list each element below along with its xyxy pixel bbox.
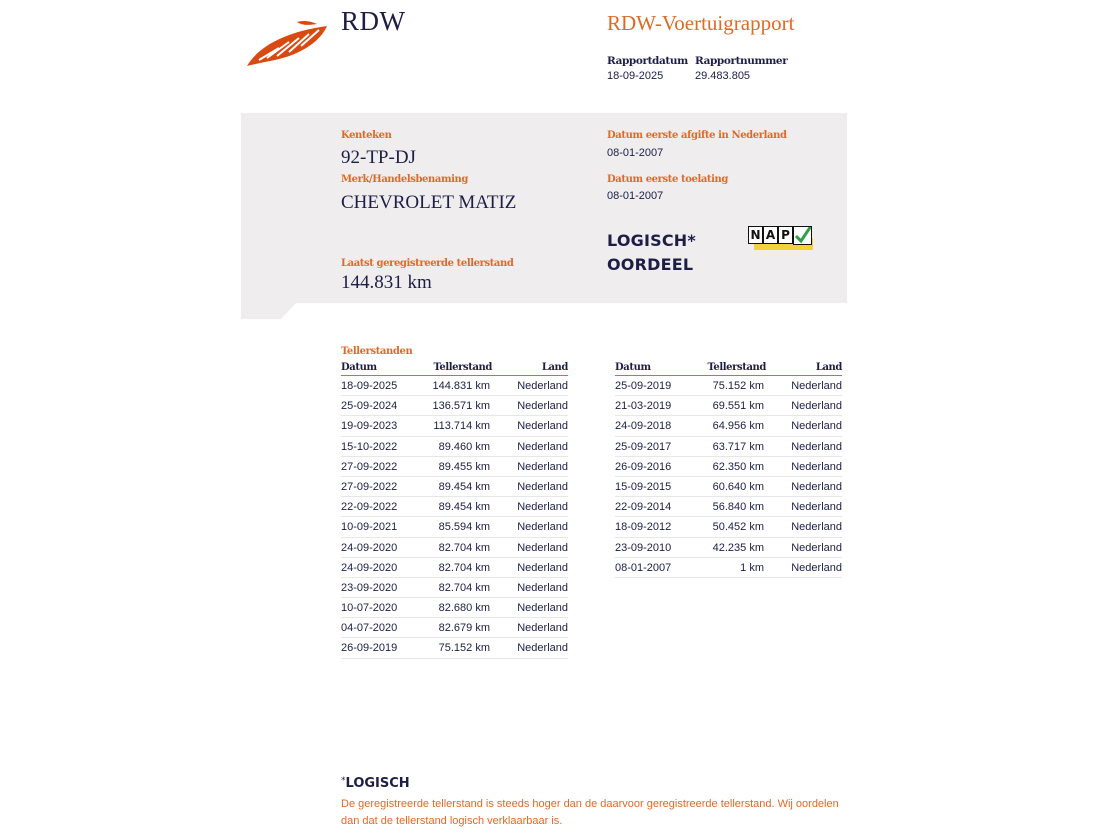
table-row — [341, 558, 568, 578]
row-date: 23-09-2020 — [341, 581, 398, 594]
rdw-logo-icon — [245, 20, 329, 68]
row-country: Nederland — [517, 602, 568, 615]
row-date: 24-09-2020 — [341, 541, 398, 554]
report-number-label: Rapportnummer — [695, 55, 788, 67]
header-country: Land — [541, 362, 568, 373]
row-date: 08-01-2007 — [615, 561, 672, 574]
verdict-line-1: LOGISCH* — [607, 231, 696, 250]
row-reading: 42.235 km — [712, 541, 764, 554]
row-date: 27-09-2022 — [341, 460, 398, 473]
row-date: 27-09-2022 — [341, 480, 398, 493]
row-country: Nederland — [791, 521, 842, 534]
table-rows — [341, 376, 568, 659]
report-date: 18-09-2025 — [607, 70, 664, 82]
row-reading: 82.704 km — [438, 541, 490, 554]
row-reading: 89.455 km — [438, 460, 490, 473]
make-label: Merk/Handelsbenaming — [341, 174, 469, 185]
row-date: 19-09-2023 — [341, 420, 398, 433]
plate-number: 92-TP-DJ — [341, 147, 416, 168]
row-reading: 89.454 km — [438, 480, 490, 493]
row-date: 21-03-2019 — [615, 400, 672, 413]
first-admission-label: Datum eerste toelating — [607, 174, 728, 185]
table-row — [341, 598, 568, 618]
verdict — [607, 229, 696, 277]
first-admission-date: 08-01-2007 — [607, 190, 664, 202]
row-date: 23-09-2010 — [615, 541, 672, 554]
table-row — [615, 517, 842, 537]
nap-letter-n: N — [748, 226, 763, 244]
row-reading: 75.152 km — [438, 642, 490, 655]
row-reading: 82.704 km — [438, 581, 490, 594]
header-date: Datum — [341, 362, 377, 373]
row-country: Nederland — [791, 440, 842, 453]
row-country: Nederland — [517, 622, 568, 635]
header-reading: Tellerstand — [433, 362, 492, 373]
table-row — [341, 538, 568, 558]
table-row — [615, 497, 842, 517]
row-reading: 89.460 km — [438, 440, 490, 453]
row-reading: 85.594 km — [438, 521, 490, 534]
row-country: Nederland — [517, 642, 568, 655]
mileage-label: Laatst geregistreerde tellerstand — [341, 258, 514, 269]
row-date: 26-09-2019 — [341, 642, 398, 655]
table-row — [341, 376, 568, 396]
row-country: Nederland — [791, 380, 842, 392]
row-date: 10-09-2021 — [341, 521, 398, 534]
nap-checkmark-icon — [793, 226, 812, 245]
row-reading: 50.452 km — [712, 521, 764, 534]
row-country: Nederland — [517, 480, 568, 493]
table-row — [341, 437, 568, 457]
report-title: RDW-Voertuigrapport — [607, 11, 795, 35]
row-reading: 63.717 km — [712, 440, 764, 453]
row-reading: 1 km — [740, 561, 764, 574]
table-row — [341, 517, 568, 537]
row-country: Nederland — [517, 541, 568, 554]
row-country: Nederland — [791, 480, 842, 493]
row-country: Nederland — [791, 460, 842, 473]
table-row — [341, 497, 568, 517]
row-country: Nederland — [517, 400, 568, 413]
report-number: 29.483.805 — [695, 70, 751, 82]
table-row — [615, 396, 842, 416]
mileage-value: 144.831 km — [341, 272, 432, 293]
row-date: 25-09-2017 — [615, 440, 672, 453]
row-reading: 82.679 km — [438, 622, 490, 635]
row-country: Nederland — [517, 501, 568, 514]
row-date: 18-09-2012 — [615, 521, 672, 534]
row-reading: 62.350 km — [712, 460, 764, 473]
verdict-line-2: OORDEEL — [607, 255, 694, 274]
odometer-table-right — [615, 362, 842, 578]
plate-label: Kenteken — [341, 130, 392, 141]
row-country: Nederland — [517, 581, 568, 594]
header-country: Land — [815, 362, 842, 373]
odometer-table-left — [341, 362, 568, 659]
row-reading: 56.840 km — [712, 501, 764, 514]
table-header — [615, 362, 842, 376]
header-date: Datum — [615, 362, 651, 373]
row-reading: 82.704 km — [438, 561, 490, 574]
row-date: 25-09-2024 — [341, 400, 398, 413]
table-rows — [615, 376, 842, 578]
brand-name: RDW — [341, 6, 406, 36]
row-country: Nederland — [517, 521, 568, 534]
table-row — [615, 538, 842, 558]
row-date: 25-09-2019 — [615, 380, 672, 392]
row-reading: 113.714 km — [433, 420, 490, 433]
row-country: Nederland — [517, 440, 568, 453]
table-row — [615, 376, 842, 396]
row-country: Nederland — [791, 420, 842, 433]
row-country: Nederland — [791, 561, 842, 574]
footnote-title — [341, 776, 410, 791]
row-reading: 69.551 km — [712, 400, 764, 413]
footnote-text: De geregistreerde tellerstand is steeds hoger dan de daarvoor geregistreerde tellerstand. Wij oordelen dan dat de tellerstand logisch verklaarbaar is. — [341, 798, 839, 827]
row-reading: 136.571 km — [432, 400, 490, 413]
nap-letter-a: A — [763, 226, 778, 244]
row-date: 22-09-2014 — [615, 501, 672, 514]
table-row — [615, 416, 842, 436]
first-registration-nl-label: Datum eerste afgifte in Nederland — [607, 130, 787, 141]
row-reading: 64.956 km — [712, 420, 764, 433]
table-row — [615, 437, 842, 457]
row-country: Nederland — [517, 420, 568, 433]
row-reading: 82.680 km — [438, 602, 490, 615]
row-reading: 89.454 km — [438, 501, 490, 514]
make-value: CHEVROLET MATIZ — [341, 192, 517, 213]
row-reading: 144.831 km — [432, 380, 490, 392]
row-date: 18-09-2025 — [341, 380, 398, 392]
row-date: 26-09-2016 — [615, 460, 672, 473]
row-date: 24-09-2020 — [341, 561, 398, 574]
table-row — [615, 457, 842, 477]
row-country: Nederland — [517, 380, 568, 392]
row-country: Nederland — [517, 561, 568, 574]
footnote-title-text: LOGISCH — [345, 776, 410, 791]
vehicle-info-panel — [241, 113, 847, 319]
row-country: Nederland — [791, 400, 842, 413]
row-date: 04-07-2020 — [341, 622, 398, 635]
row-date: 10-07-2020 — [341, 602, 398, 615]
row-reading: 75.152 km — [712, 380, 764, 392]
table-header — [341, 362, 568, 376]
table-row — [341, 416, 568, 436]
table-row — [341, 477, 568, 497]
table-row — [341, 457, 568, 477]
table-row — [341, 638, 568, 658]
footnote-asterisk: * — [341, 776, 346, 786]
table-row — [341, 396, 568, 416]
table-row — [341, 578, 568, 598]
first-registration-nl-date: 08-01-2007 — [607, 147, 664, 159]
row-date: 15-09-2015 — [615, 480, 672, 493]
row-date: 22-09-2022 — [341, 501, 398, 514]
nap-letter-p: P — [778, 226, 793, 244]
row-date: 15-10-2022 — [341, 440, 398, 453]
row-reading: 60.640 km — [712, 480, 764, 493]
table-row — [341, 618, 568, 638]
table-row — [615, 477, 842, 497]
header-reading: Tellerstand — [707, 362, 766, 373]
report-date-label: Rapportdatum — [607, 55, 688, 67]
table-row — [615, 558, 842, 578]
nap-badge — [748, 226, 813, 252]
row-country: Nederland — [517, 460, 568, 473]
row-country: Nederland — [791, 501, 842, 514]
row-date: 24-09-2018 — [615, 420, 672, 433]
odometer-section-label: Tellerstanden — [341, 346, 413, 357]
row-country: Nederland — [791, 541, 842, 554]
